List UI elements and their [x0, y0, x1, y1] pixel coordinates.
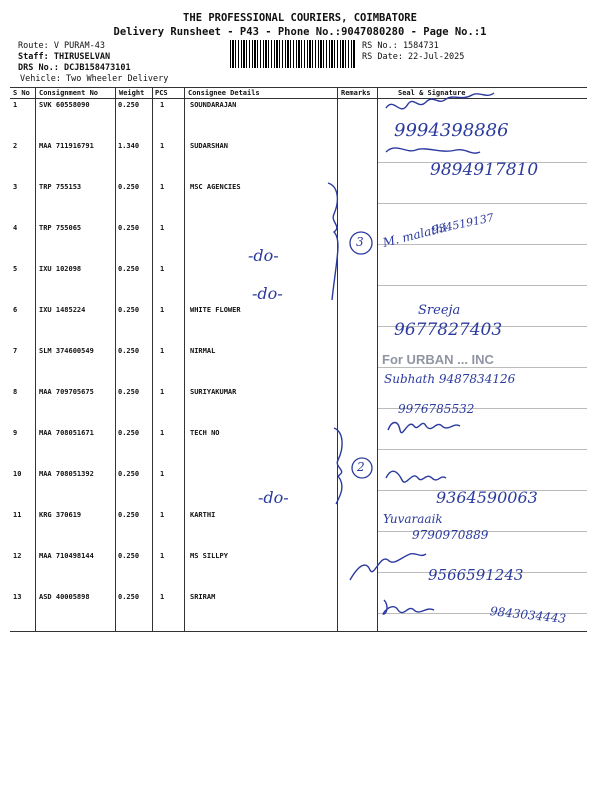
cell-weight: 1.340 [118, 142, 140, 150]
handwritten-phone: 9843034443 [489, 604, 567, 626]
cell-weight: 0.250 [118, 470, 140, 478]
cell-consignment: MAA 711916791 [39, 142, 94, 150]
cell-consignment: IXU 102098 [39, 265, 82, 273]
handwritten-phone: 9364590063 [436, 488, 538, 507]
handwritten-phone: 9790970889 [412, 528, 489, 542]
cell-consignee: MSC AGENCIES [190, 183, 241, 191]
cell-weight: 0.250 [118, 388, 140, 396]
cell-pcs: 1 [160, 142, 165, 150]
circle-number: 2 [357, 460, 365, 474]
brace-mark [334, 428, 342, 504]
cell-consignment: MAA 708051671 [39, 429, 94, 437]
route-label: Route: V PURAM-43 [18, 41, 105, 51]
col-header-consignee: Consignee Details [188, 89, 260, 97]
cell-weight: 0.250 [118, 183, 140, 191]
cell-weight: 0.250 [118, 552, 140, 560]
cell-pcs: 1 [160, 593, 165, 601]
signature-row9 [388, 423, 460, 433]
signature-row2 [386, 148, 480, 153]
handwritten-name: Yuvaraaik [383, 512, 443, 526]
handwritten-name: Sreeja [418, 303, 461, 318]
staff-label: Staff: THIRUSELVAN [18, 52, 111, 62]
cell-sno: 9 [13, 429, 18, 437]
handwritten-name: M. malathi [381, 220, 449, 250]
handwritten-phone: 9566591243 [428, 566, 524, 584]
cell-consignee: SURIYAKUMAR [190, 388, 237, 396]
col-header-sno: S No [13, 89, 30, 97]
signature-row10 [386, 471, 446, 482]
cell-sno: 1 [13, 101, 18, 109]
col-header-remarks: Remarks [341, 89, 371, 97]
cell-sno: 3 [13, 183, 18, 191]
cell-consignee: NIRMAL [190, 347, 216, 355]
signature-row1 [386, 93, 494, 109]
ditto-mark: -do- [252, 284, 283, 303]
cell-weight: 0.250 [118, 429, 140, 437]
cell-sno: 4 [13, 224, 18, 232]
cell-pcs: 1 [160, 429, 165, 437]
cell-consignee: TECH NO [190, 429, 220, 437]
cell-sno: 5 [13, 265, 18, 273]
cell-pcs: 1 [160, 511, 165, 519]
cell-consignment: MAA 708051392 [39, 470, 94, 478]
cell-pcs: 1 [160, 388, 165, 396]
cell-consignment: SLM 374600549 [39, 347, 94, 355]
company-title: THE PROFESSIONAL COURIERS, COIMBATORE [183, 12, 417, 24]
cell-weight: 0.250 [118, 306, 140, 314]
cell-sno: 6 [13, 306, 18, 314]
cell-sno: 7 [13, 347, 18, 355]
cell-weight: 0.250 [118, 593, 140, 601]
cell-weight: 0.250 [118, 347, 140, 355]
cell-consignee: SRIRAM [190, 593, 216, 601]
cell-consignment: ASD 40005898 [39, 593, 90, 601]
ditto-mark: -do- [258, 488, 289, 507]
handwritten-phone: 934519137 [430, 211, 495, 237]
cell-pcs: 1 [160, 183, 165, 191]
col-header-signature: Seal & Signature [398, 89, 466, 97]
cell-pcs: 1 [160, 470, 165, 478]
cell-sno: 11 [13, 511, 22, 519]
col-header-weight: Weight [119, 89, 145, 97]
runsheet-subtitle: Delivery Runsheet - P43 - Phone No.:9047080280 - Page No.:1 [113, 26, 487, 38]
cell-sno: 10 [13, 470, 22, 478]
signature-row13 [383, 600, 434, 614]
cell-pcs: 1 [160, 347, 165, 355]
circle-number: 3 [356, 235, 364, 249]
col-header-consignment: Consignment No [39, 89, 99, 97]
cell-consignment: KRG 370619 [39, 511, 82, 519]
brace-mark [328, 183, 338, 300]
cell-sno: 12 [13, 552, 22, 560]
cell-pcs: 1 [160, 101, 165, 109]
handwritten-phone: 9976785532 [398, 402, 475, 416]
cell-consignment: TRP 755153 [39, 183, 82, 191]
cell-consignee: SOUNDARAJAN [190, 101, 237, 109]
cell-pcs: 1 [160, 306, 165, 314]
drs-label: DRS No.: DCJB158473101 [18, 63, 131, 73]
cell-weight: 0.250 [118, 101, 140, 109]
cell-consignment: SVK 60558090 [39, 101, 90, 109]
signature-row12 [350, 554, 426, 580]
cell-consignment: IXU 1485224 [39, 306, 86, 314]
cell-consignee: SUDARSHAN [190, 142, 228, 150]
cell-weight: 0.250 [118, 265, 140, 273]
handwritten-phone: 9994398886 [394, 120, 509, 141]
cell-consignment: MAA 709705675 [39, 388, 94, 396]
cell-weight: 0.250 [118, 511, 140, 519]
cell-consignment: TRP 755065 [39, 224, 82, 232]
rs-date-label: RS Date: 22-Jul-2025 [362, 52, 465, 62]
vehicle-label: Vehicle: Two Wheeler Delivery [20, 74, 169, 84]
handwritten-phone: 9677827403 [394, 320, 503, 340]
ditto-mark: -do- [248, 246, 279, 265]
handwritten-phone: 9894917810 [430, 160, 539, 180]
cell-consignee: WHITE FLOWER [190, 306, 241, 314]
cell-consignee: KARTHI [190, 511, 216, 519]
cell-sno: 2 [13, 142, 18, 150]
company-stamp: For URBAN ... INC [382, 352, 494, 367]
cell-pcs: 1 [160, 552, 165, 560]
cell-consignment: MAA 710498144 [39, 552, 94, 560]
col-header-pcs: PCS [155, 89, 168, 97]
cell-weight: 0.250 [118, 224, 140, 232]
cell-sno: 8 [13, 388, 18, 396]
cell-sno: 13 [13, 593, 22, 601]
cell-pcs: 1 [160, 265, 165, 273]
cell-pcs: 1 [160, 224, 165, 232]
cell-consignee: MS SILLPY [190, 552, 228, 560]
handwritten-phone: Subhath 9487834126 [384, 372, 516, 386]
rs-no-label: RS No.: 1584731 [362, 41, 439, 51]
